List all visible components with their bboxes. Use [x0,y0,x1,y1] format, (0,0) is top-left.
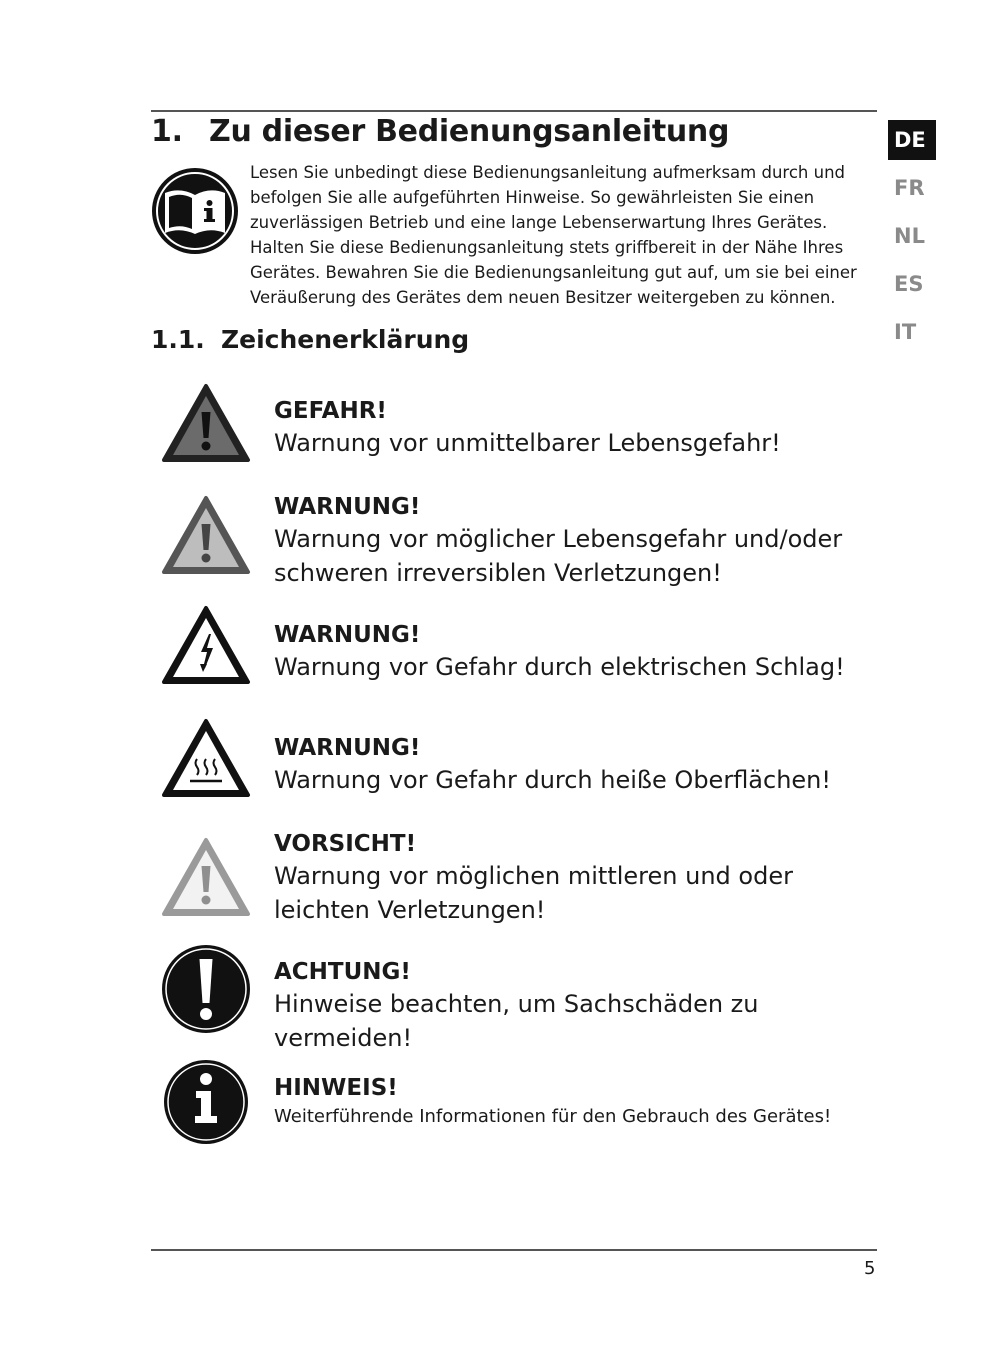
bottom-rule [151,1249,877,1251]
symbol-title: WARNUNG! [274,494,421,520]
page-number: 5 [864,1258,876,1279]
symbol-description: Warnung vor Gefahr durch heiße Oberflächen! [274,766,832,794]
danger-warning-triangle-icon [160,378,252,470]
read-manual-icon [151,167,239,255]
subsection-title: Zeichenerklärung [221,325,470,354]
symbol-title: HINWEIS! [274,1075,398,1101]
symbol-title: WARNUNG! [274,735,421,761]
symbol-description: Hinweise beachten, um Sachschäden zu vermeiden! [274,990,759,1052]
symbol-description: Weiterführende Informationen für den Gebrauch des Gerätes! [274,1106,832,1127]
symbol-entry-info [274,1073,884,1131]
subsection-number: 1.1. [151,325,205,354]
symbol-entry-caution [274,829,884,927]
lang-tab-it[interactable]: IT [894,320,917,344]
attention-circle-icon [160,943,252,1035]
lang-tab-de[interactable]: DE [888,120,936,160]
intro-paragraph: Lesen Sie unbedingt diese Bedienungsanleitung aufmerksam durch und befolgen Sie alle aufgeführten Hinweise. So gewährleisten Sie einen zuverlässigen Betrieb und eine lange Lebenserwartung Ihres Gerätes. Halten Sie diese Bedienungsanleitung stets griffbereit in der Nähe Ihres Gerätes. Bewahren Sie die Bedienungsanleitung gut auf, um sie bei einer Veräußerung des Gerätes dem neuen Besitzer weitergeben zu können. [250,163,857,307]
electric-shock-triangle-icon [160,600,252,692]
top-rule [151,110,877,112]
info-circle-icon [160,1058,252,1150]
warning-triangle-icon [160,490,252,582]
symbol-entry-attention [274,957,884,1055]
section-title: Zu dieser Bedienungsanleitung [209,114,730,149]
symbol-title: VORSICHT! [274,831,417,857]
section-number: 1. [151,114,183,149]
symbol-description: Warnung vor unmittelbarer Lebensgefahr! [274,429,781,457]
symbol-description: Warnung vor Gefahr durch elektrischen Schlag! [274,653,845,681]
symbol-entry-hot-surface [274,733,884,797]
language-tabs [888,120,936,360]
symbol-entry-danger [274,396,884,460]
hot-surface-triangle-icon [160,713,252,805]
lang-tab-nl[interactable]: NL [894,224,925,248]
symbol-title: WARNUNG! [274,622,421,648]
caution-triangle-icon [160,832,252,924]
symbol-title: GEFAHR! [274,398,387,424]
subsection-heading [151,325,469,354]
symbol-entry-electric [274,620,884,684]
symbol-description: Warnung vor möglicher Lebensgefahr und/oder schweren irreversiblen Verletzungen! [274,525,843,587]
symbol-title: ACHTUNG! [274,959,411,985]
section-heading [151,114,729,149]
lang-tab-es[interactable]: ES [894,272,924,296]
lang-tab-fr[interactable]: FR [894,176,925,200]
symbol-description: Warnung vor möglichen mittleren und oder leichten Verletzungen! [274,862,793,924]
symbol-entry-warning [274,492,884,590]
